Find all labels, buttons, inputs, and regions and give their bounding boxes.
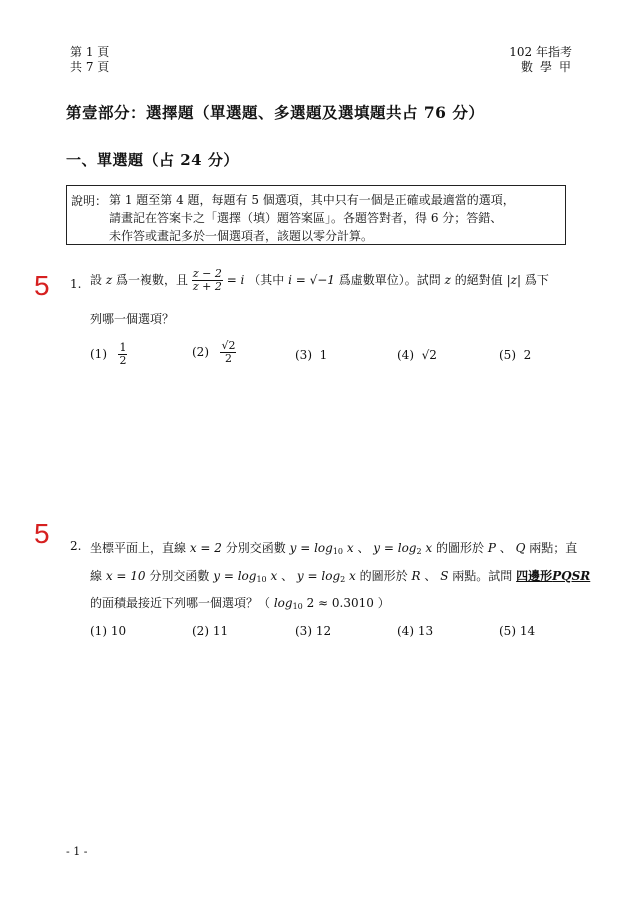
subsection-title: 一、單選題（占 24 分）	[66, 151, 239, 169]
exam-label: 102 年指考	[509, 45, 572, 59]
question-1-number: 1.	[70, 277, 82, 291]
question-1-line-2: 列哪一個選項？	[90, 312, 175, 326]
instructions-line-3: 未作答或畫記多於一個選項者，該題以零分計算。	[109, 229, 374, 243]
q2-option-1[interactable]: (1) 10	[90, 624, 127, 638]
footer-page-number: - 1 -	[66, 845, 88, 858]
question-2-number: 2.	[70, 539, 82, 553]
q2-option-3[interactable]: (3) 12	[295, 624, 332, 638]
q1-option-3[interactable]: (3) 1	[295, 348, 328, 362]
q1-option-1[interactable]: (1) $\frac{1}{2}$	[90, 341, 127, 367]
question-2-line-3: 的面積最接近下列哪一個選項？（ $\log_{10} 2 \approx 0.3010$ ）	[90, 596, 390, 611]
question-1-line-1: 設 z 爲一複數，且 $\frac{z - 2}{z + 2}$ = i （其中 i = √−1 爲虛數單位）。試問 z 的絕對值 |z| 爲下	[90, 267, 549, 293]
q2-option-2[interactable]: (2) 11	[192, 624, 229, 638]
instructions-box	[66, 185, 566, 245]
score-mark-q2: 5	[34, 518, 50, 549]
instructions-line-1: 第 1 題至第 4 題，每題有 5 個選項，其中只有一個是正確或最適當的選項，	[109, 193, 515, 207]
page-number-label: 第 1 頁	[70, 45, 110, 59]
subject-label: 數學甲	[520, 60, 578, 74]
question-2-line-1: 坐標平面上，直線 x = 2 分別交函數 $y = \log_{10} x$ 、 $y = \log_2 x$ 的圖形於 P 、 Q 兩點；直	[90, 541, 578, 556]
question-2-line-2: 線 x = 10 分別交函數 $y = \log_{10} x$ 、 $y = \log_2 x$ 的圖形於 R 、 S 兩點。試問 四邊形PQSR	[90, 569, 591, 584]
instructions-label: 說明：	[71, 194, 108, 208]
q2-option-4[interactable]: (4) 13	[397, 624, 434, 638]
score-mark-q1: 5	[34, 270, 50, 301]
instructions-line-2: 請畫記在答案卡之「選擇（填）題答案區」。各題答對者，得 6 分；答錯、	[109, 211, 503, 225]
q1-option-5[interactable]: (5) 2	[499, 348, 532, 362]
q1-option-2[interactable]: (2) $\frac{√2}{2}$	[192, 339, 236, 365]
total-pages-label: 共 7 頁	[70, 60, 110, 74]
q2-option-5[interactable]: (5) 14	[499, 624, 536, 638]
q1-option-4[interactable]: (4) √2	[397, 348, 437, 362]
section-title: 第壹部分：選擇題（單選題、多選題及選填題共占 76 分）	[66, 103, 485, 122]
quadrilateral-term: 四邊形	[516, 569, 553, 583]
fraction-z-minus-2-over-z-plus-2: $\frac{z - 2}{z + 2}$	[192, 267, 222, 293]
